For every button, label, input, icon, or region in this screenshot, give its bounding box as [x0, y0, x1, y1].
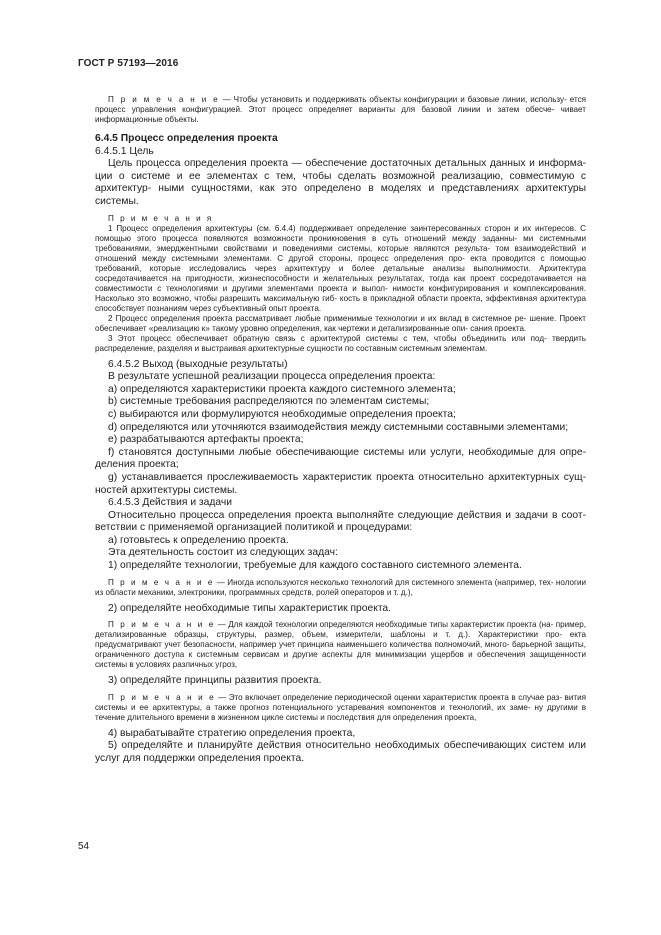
output-intro: В результате успешной реализации процесса определения проекта:	[108, 371, 436, 383]
actions-intro: Относительно процесса определения проекта выполняйте следующие действия и задачи в соот- ветствии с применяемой организацией политикой и процедурами:	[95, 509, 586, 534]
output-item-e: e) разрабатываются артефакты проекта;	[108, 434, 304, 446]
note-task-1	[95, 578, 586, 598]
output-item-b: b) системные требования распределяются по элементам системы;	[108, 396, 430, 408]
note-configuration	[95, 95, 586, 125]
note-label: П р и м е ч а н и е	[108, 692, 216, 702]
section-heading: 6.4.5 Процесс определения проекта	[95, 133, 278, 144]
task-5: 5) определяйте и планируйте действия относительно необходимых обеспечивающих систем или услуг для поддержки определения проекта.	[95, 740, 586, 765]
task-3: 3) определяйте принципы развития проекта.	[108, 675, 322, 687]
output-item-c: c) выбираются или формулируются необходимые определения проекта;	[108, 408, 456, 420]
note-task-3	[95, 693, 586, 723]
note-label: П р и м е ч а н и е	[108, 95, 220, 104]
notes-heading	[95, 214, 586, 224]
note-1: 1 Процесс определения архитектуры (см. 6.4.4) поддерживает определение заинтересованных сторон и их интересов. С помощью этого процесса появляются возможности проникновения в суть отношений между заданны- ми системными требованиями, эмерджентными свойствами и поведениями системы, которые являются результа- том взаимодействий и отношений между системными элементами. С другой стороны, процесс определения про- екта проводится с помощью требований, которые исследовались через архитектуру и более детальные анализы выполнимости. Архитектура сосредотачивается на пригодности, жизнеспособности и желательных результатах, тогда как проект сосредотачивается на совместимости с технологиями и другими элементами проекта и выпол- нимости конфигурирования и комплексирования. Насколько это возможно, чтобы разрешить максимальную гиб- кость в прикладной области проекта, эффективная архитектура способствует познаниям через субъективный опыт проекта.	[95, 223, 586, 313]
note-3: 3 Этот процесс обеспечивает обратную связь с архитектурой системы с тем, чтобы объединить или под- твердить распределение, разделяя и выстраивая архитектурные сущности по составным системным элементам.	[95, 333, 586, 353]
goal-paragraph: Цель процесса определения проекта — обеспечение достаточных детальных данных и информа- ции о системе и ее элементах с тем, чтобы сделать возможной реализацию, совместимую с архитектур- ными сущностями, как это определено в моделях и представлениях архитектуры системы.	[95, 158, 586, 207]
output-item-a: a) определяются характеристики проекта каждого системного элемента;	[108, 383, 456, 395]
output-item-d: d) определяются или уточняются взаимодействия между системными составными элементами;	[108, 421, 569, 433]
page-number: 54	[78, 841, 90, 852]
note-text: — Для каждой технологии определяются необходимые типы характеристик проекта (на- пример, детализированные образцы, структуры, размер, объем, измерители, шаблоны и т. д.). Характеристики про- екта предусматривают учет безопасности, например учет принципа наименьшего количества полномочий, много- барьерной защиты, ограниченного доступа к системным сервисам и другие аспекты для минимизации ущербов и обеспечения защищенности системы в условиях различных угроз,	[95, 620, 586, 670]
tasks-intro: Эта деятельность состоит из следующих задач:	[108, 547, 338, 559]
note-text: — Это включает определение периодической оценки характеристик проекта в случае раз- вития системы и ее архитектуры, а также прогноз потенциального устаревания компонентов и технологий, их заме- ну другими в течение длительного времени в жизненном цикле системы и последствия для определения проекта,	[95, 692, 586, 722]
task-1: 1) определяйте технологии, требуемые для каждого составного системного элемента.	[108, 560, 522, 572]
task-4: 4) вырабатывайте стратегию определения проекта,	[108, 727, 356, 739]
note-label: П р и м е ч а н и е	[108, 620, 216, 630]
task-2: 2) определяйте необходимые типы характеристик проекта.	[108, 602, 392, 614]
subsection-actions-heading: 6.4.5.3 Действия и задачи	[108, 497, 233, 509]
note-task-2	[95, 620, 586, 670]
standard-header: ГОСТ Р 57193—2016	[78, 58, 179, 69]
note-text: — Иногда используются несколько технологий для системного элемента (например, тех- нологии из области механики, электроники, программных средств, ролей операторов и т. д.),	[95, 577, 586, 597]
notes-label: П р и м е ч а н и я	[108, 213, 214, 223]
output-item-g: g) устанавливается прослеживаемость характеристик проекта относительно архитектурных сущ- ностей архитектуры системы.	[95, 471, 586, 496]
note-label: П р и м е ч а н и е	[108, 577, 215, 587]
note-text: — Чтобы установить и поддерживать объекты конфигурации и базовые линии, использу- ется процесс управления конфигурацией. Этот процесс определяет варианты для базовой линии и затем обесче- чивает информационные объекты.	[95, 95, 586, 124]
page-content	[95, 95, 586, 766]
subsection-goal-heading: 6.4.5.1 Цель	[95, 145, 154, 157]
note-2: 2 Процесс определения проекта рассматривает любые применимые технологии и их вклад в системное ре- шение. Проект обеспечивает «реализацию к» такому уровню определения, как чертежи и детализированные опи- сания проекта.	[95, 313, 586, 333]
subsection-output-heading: 6.4.5.2 Выход (выходные результаты)	[108, 358, 288, 370]
output-item-f: f) становятся доступными любые обеспечивающие системы или услуги, необходимые для опре- деления проекта;	[95, 446, 586, 471]
action-a: a) готовьтесь к определению проекта.	[108, 534, 289, 546]
